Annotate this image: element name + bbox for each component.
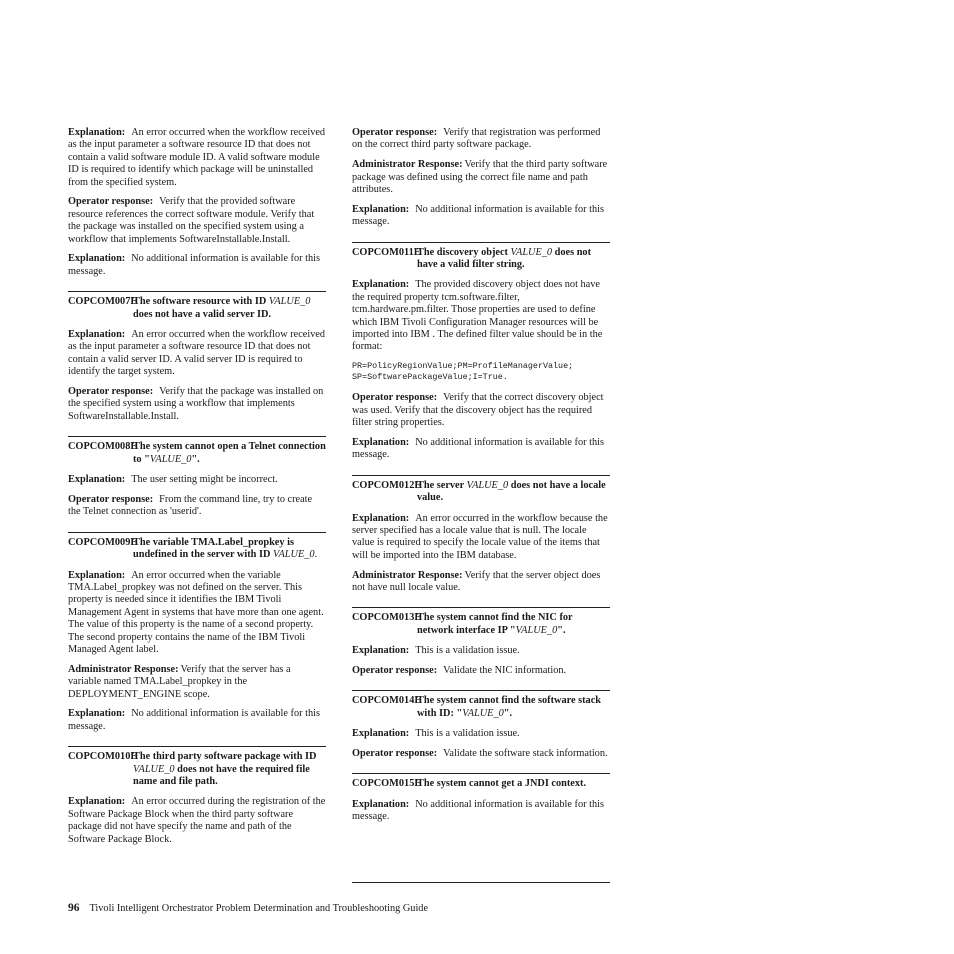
left-column <box>68 127 326 853</box>
message-continuation <box>68 127 326 278</box>
explanation-label: Explanation: <box>68 796 126 808</box>
message-heading <box>352 695 610 720</box>
operator-response-paragraph <box>352 127 610 152</box>
explanation-label: Explanation: <box>352 203 410 215</box>
explanation-text: No additional information is available for this message. <box>352 203 604 228</box>
message-id: COPCOM007E <box>68 296 138 308</box>
message-copcom012e <box>352 480 610 595</box>
operator-response-text: Verify that the package was installed on the specified system using a workflow that implements SoftwareInstallable.Install. <box>68 386 324 422</box>
message-copcom010e <box>68 751 326 846</box>
administrator-response-label: Administrator Response: <box>68 663 179 675</box>
explanation-label: Explanation: <box>68 253 126 265</box>
message-heading <box>352 612 610 637</box>
message-title: The discovery object <box>417 246 508 258</box>
operator-response-label: Operator response: <box>352 747 438 759</box>
section-divider <box>352 882 610 883</box>
explanation-paragraph <box>68 708 326 733</box>
explanation-text: The provided discovery object does not have the required property tcm.software.filter, tcm.hardware.pm.filter. Those properties are used to define which IBM Tivoli Configuration Manager resources will be imported into IBM . The defined filter value should be in the format: <box>352 279 603 353</box>
page-footer <box>68 902 428 915</box>
message-title: The third party software package with ID <box>133 751 317 763</box>
explanation-label: Explanation: <box>68 474 126 486</box>
variable-placeholder: VALUE_0 <box>515 624 558 636</box>
section-divider <box>68 291 326 292</box>
explanation-label: Explanation: <box>352 279 410 291</box>
explanation-label: Explanation: <box>68 569 126 581</box>
explanation-text: An error occurred in the workflow because the server specified has a locale value that is null. The locale value is required to specify the locale value of the items that will be imported into the IBM database. <box>352 512 608 561</box>
explanation-label: Explanation: <box>68 708 126 720</box>
explanation-paragraph <box>352 728 610 740</box>
explanation-label: Explanation: <box>68 329 126 341</box>
filter-format-code: PR=PolicyRegionValue;PM=ProfileManagerValue; SP=SoftwarePackageValue;I=True. <box>352 361 574 383</box>
section-divider <box>68 436 326 437</box>
message-title-end: does not have the required file name and file path. <box>133 763 310 787</box>
operator-response-paragraph <box>68 196 326 246</box>
book-title: Tivoli Intelligent Orchestrator Problem Determination and Troubleshooting Guide <box>89 903 429 914</box>
section-divider <box>352 690 610 691</box>
explanation-paragraph <box>352 513 610 563</box>
message-copcom013e <box>352 612 610 677</box>
explanation-text: This is a validation issue. <box>415 728 520 740</box>
explanation-text: No additional information is available for this message. <box>68 253 320 277</box>
message-heading <box>68 296 326 321</box>
message-heading <box>352 247 610 272</box>
message-copcom015e <box>352 778 610 823</box>
operator-response-text: From the command line, try to create the Telnet connection as 'userid'. <box>68 493 313 518</box>
explanation-paragraph <box>352 437 610 462</box>
operator-response-text: Verify that the provided software resource references the correct software module. Verify that the package was installed on the specified system using a workflow that implements SoftwareInstallable.Install. <box>68 196 315 245</box>
message-copcom010e-continued <box>352 127 610 229</box>
administrator-response-text: Verify that the server has a variable named TMA.Label_propkey in the DEPLOYMENT_ENGINE scope. <box>68 663 291 700</box>
administrator-response-text: Verify that the server object does not have null locale value. <box>352 569 601 593</box>
variable-placeholder: VALUE_0 <box>466 479 509 491</box>
administrator-response-text: Verify that the third party software package was defined using the correct file name and path attributes. <box>352 159 608 196</box>
explanation-paragraph <box>68 796 326 846</box>
message-title: The system cannot get a JNDI context. <box>417 778 587 790</box>
administrator-response-paragraph <box>352 570 610 595</box>
message-id: COPCOM010E <box>68 751 138 763</box>
operator-response-label: Operator response: <box>68 386 154 398</box>
operator-response-label: Operator response: <box>352 392 438 404</box>
variable-placeholder: VALUE_0 <box>272 549 315 561</box>
administrator-response-paragraph <box>352 159 610 196</box>
message-heading <box>68 751 326 788</box>
explanation-label: Explanation: <box>352 728 410 740</box>
message-title-end: ". <box>557 624 566 636</box>
explanation-text: An error occurred during the registration of the Software Package Block when the third party software package did not have specify the name and path of the Software Package Block. <box>68 796 326 845</box>
administrator-response-label: Administrator Response: <box>352 159 463 171</box>
message-heading <box>352 480 610 505</box>
message-title-end: . <box>314 549 318 561</box>
operator-response-paragraph <box>352 392 610 429</box>
variable-placeholder: VALUE_0 <box>149 453 192 465</box>
message-copcom014e <box>352 695 610 760</box>
operator-response-paragraph <box>352 748 610 760</box>
explanation-paragraph <box>352 279 610 353</box>
message-title-end: ". <box>503 707 513 719</box>
section-divider <box>352 242 610 243</box>
page-number: 96 <box>68 902 80 914</box>
operator-response-label: Operator response: <box>68 493 154 505</box>
explanation-text: This is a validation issue. <box>415 645 520 657</box>
message-heading <box>68 537 326 562</box>
message-id: COPCOM015E <box>352 778 422 790</box>
operator-response-paragraph <box>68 494 326 519</box>
operator-response-label: Operator response: <box>352 127 438 138</box>
message-title: The server <box>417 479 464 491</box>
variable-placeholder: VALUE_0 <box>133 763 175 775</box>
explanation-text: No additional information is available for this message. <box>352 798 604 823</box>
explanation-paragraph <box>352 645 610 657</box>
operator-response-paragraph <box>68 386 326 423</box>
administrator-response-paragraph <box>68 664 326 701</box>
explanation-paragraph <box>352 204 610 229</box>
section-divider <box>68 532 326 533</box>
message-title-end: does not have a valid filter string. <box>417 246 592 271</box>
message-heading <box>68 441 326 466</box>
explanation-label: Explanation: <box>68 127 126 138</box>
administrator-response-label: Administrator Response: <box>352 569 463 581</box>
variable-placeholder: VALUE_0 <box>510 246 553 258</box>
section-divider <box>352 475 610 476</box>
explanation-paragraph <box>68 570 326 657</box>
explanation-paragraph <box>352 799 610 824</box>
explanation-paragraph <box>68 474 326 486</box>
operator-response-label: Operator response: <box>68 196 154 208</box>
message-copcom011e <box>352 247 610 462</box>
message-title-end: ". <box>191 453 200 465</box>
message-copcom008e <box>68 441 326 518</box>
variable-placeholder: VALUE_0 <box>268 296 311 308</box>
message-id: COPCOM013E <box>352 612 422 624</box>
explanation-label: Explanation: <box>352 436 410 448</box>
explanation-paragraph <box>68 253 326 278</box>
operator-response-text: Verify that the correct discovery object was used. Verify that the discovery object has the required filter string properties. <box>352 392 604 429</box>
right-column <box>352 127 610 831</box>
explanation-label: Explanation: <box>352 512 410 524</box>
message-copcom007e <box>68 296 326 423</box>
explanation-paragraph <box>68 329 326 379</box>
message-title: The system cannot find the software stack with ID: " <box>417 695 602 719</box>
explanation-text: The user setting might be incorrect. <box>131 474 278 486</box>
operator-response-text: Verify that registration was performed on the correct third party software package. <box>352 127 601 151</box>
message-title: The system cannot find the NIC for network interface IP " <box>417 612 573 636</box>
explanation-text: An error occurred when the variable TMA.Label_propkey was not defined on the server. This property is needed since it identifies the IBM Tivoli Management Agent in systems that have more than one agent. The value of this property is the name of a second property. The second property contains the name of the IBM Tivoli Managed Agent label. <box>68 569 324 655</box>
operator-response-text: Validate the software stack information. <box>443 747 608 759</box>
explanation-paragraph <box>68 127 326 189</box>
explanation-text: No additional information is available for this message. <box>352 436 604 461</box>
operator-response-text: Validate the NIC information. <box>443 664 567 676</box>
explanation-label: Explanation: <box>352 798 410 810</box>
section-divider <box>68 746 326 747</box>
operator-response-label: Operator response: <box>352 664 438 676</box>
message-title: The variable TMA.Label_propkey is undefined in the server with ID <box>133 536 294 561</box>
variable-placeholder: VALUE_0 <box>462 707 504 719</box>
message-id: COPCOM011E <box>352 246 421 258</box>
message-title: The software resource with ID <box>133 296 267 308</box>
message-heading <box>352 778 610 790</box>
explanation-label: Explanation: <box>352 645 410 657</box>
message-title-end: does not have a locale value. <box>417 479 606 504</box>
operator-response-paragraph <box>352 665 610 677</box>
section-divider <box>352 607 610 608</box>
section-divider <box>352 773 610 774</box>
message-id: COPCOM012E <box>352 479 422 491</box>
message-title: The system cannot open a Telnet connection to " <box>133 441 326 465</box>
message-title-end: does not have a valid server ID. <box>133 308 271 320</box>
message-copcom009e <box>68 537 326 733</box>
message-id: COPCOM008E <box>68 441 138 453</box>
message-id: COPCOM009E <box>68 536 138 548</box>
explanation-text: An error occurred when the workflow received as the input parameter a software resource ID that does not contain a valid software module ID. A valid software module ID is required to identify which package will be uninstalled from the specified system. <box>68 127 326 188</box>
explanation-text: No additional information is available for this message. <box>68 708 320 732</box>
explanation-text: An error occurred when the workflow received as the input parameter a software resource ID that does not contain a valid server ID. A valid server ID is required to identify the target system. <box>68 329 326 378</box>
message-id: COPCOM014E <box>352 695 422 707</box>
